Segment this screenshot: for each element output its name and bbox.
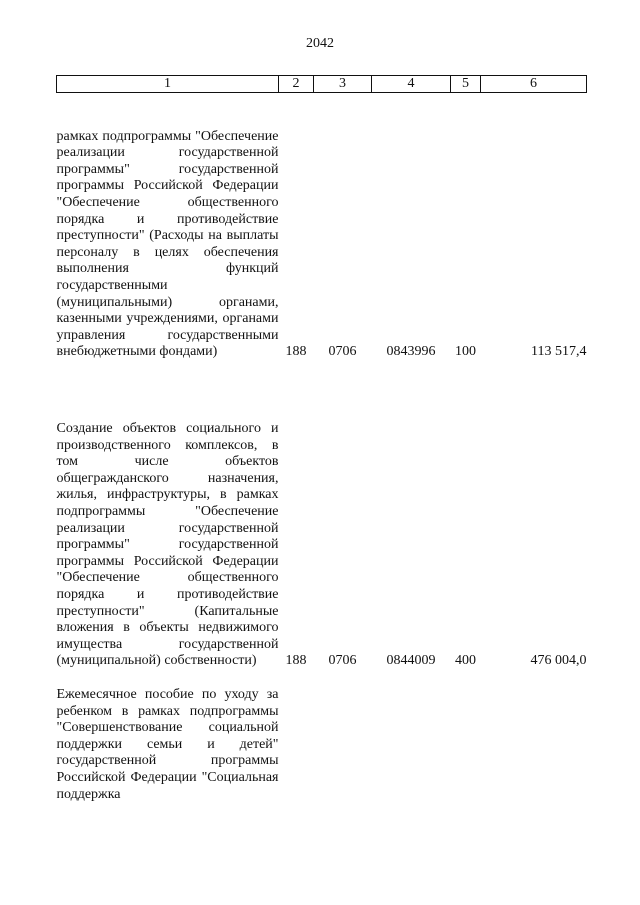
row-expense-type: 400 [455,653,476,669]
page-number: 2042 [306,36,334,51]
row-amount [481,687,587,803]
row-gr-code: 188 [285,653,307,669]
row-amount: 113 517,4 [531,344,587,360]
row-amount: 476 004,0 [530,653,587,669]
row-expense-type: 100 [455,344,476,360]
budget-table [56,75,587,803]
row-description: Создание объектов социального и производственного комплексов, в том числе объектов общегражданского назначения, жилья, инфраструктуры, в рамках подпрограммы "Обеспечение реализации государственной программы" государственной программы Российской Федерации "Обеспечение общественного порядка и противодействие преступности" (Капитальные вложения в объекты недвижимого имущества государственной (муниципальной) собственности) [56,421,279,669]
table-row [57,687,587,803]
row-gr-code [279,687,314,803]
column-header-1: 1 [57,76,279,93]
table-header-row [57,76,587,93]
row-spacer [57,670,587,687]
row-spacer [57,361,587,378]
column-header-5: 5 [451,76,481,93]
column-header-6: 6 [481,76,587,93]
row-section-code: 0706 [328,344,357,360]
row-section-code: 0706 [328,653,357,669]
table-row [57,378,587,670]
column-header-4: 4 [372,76,451,93]
row-target-code [372,687,451,803]
row-section-code [314,687,372,803]
row-target-code: 0843996 [386,344,436,360]
table-row [57,93,587,362]
row-description: Ежемесячное пособие по уходу за ребенком в рамках подпрограммы "Совершенствование социальной поддержки семьи и детей" государственной программы Российской Федерации "Социальная поддержка [56,687,279,802]
column-header-2: 2 [279,76,314,93]
row-gr-code: 188 [285,344,307,360]
row-description: рамках подпрограммы "Обеспечение реализации государственной программы" государственной программы Российской Федерации "Обеспечение общественного порядка и противодействие преступности" (Расходы на выплаты персоналу в целях обеспечения выполнения функций государственными (муниципальными) органами, казенными учреждениями, органами управления государственными внебюджетными фондами) [56,128,279,360]
column-header-3: 3 [314,76,372,93]
row-expense-type [451,687,481,803]
row-target-code: 0844009 [386,653,436,669]
